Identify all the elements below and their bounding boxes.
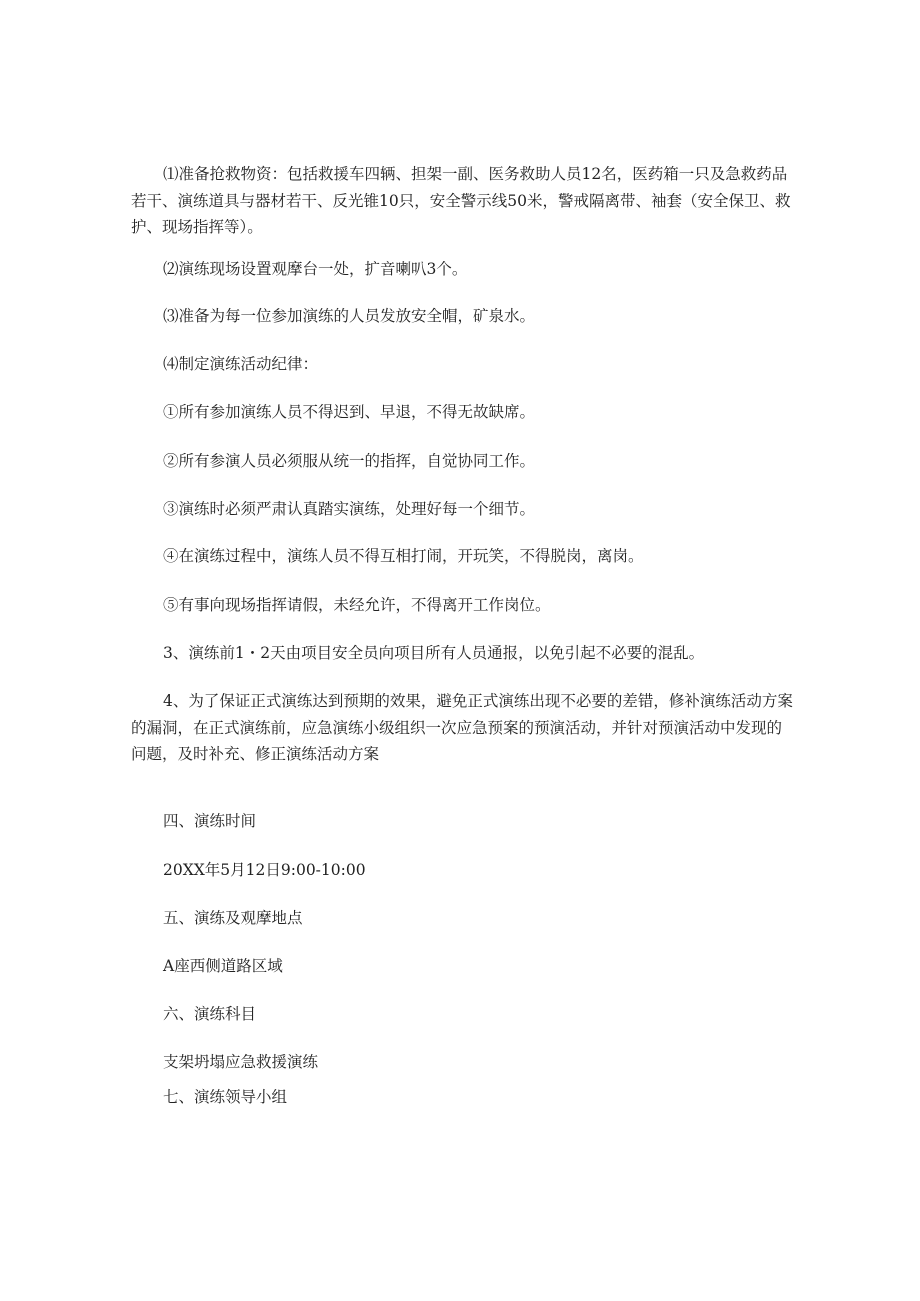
paragraph-rule-5: ⑤有事向现场指挥请假，未经允许，不得离开工作岗位。 (163, 596, 551, 614)
paragraph-rule-3: ③演练时必须严肃认真踏实演练，处理好每一个细节。 (163, 500, 536, 518)
paragraph-observation-stand: ⑵演练现场设置观摩台一处，扩音喇叭3个。 (163, 260, 468, 278)
paragraph-subject-value: 支架坍塌应急救援演练 (163, 1053, 319, 1071)
paragraph-location-value: A座西侧道路区域 (163, 957, 283, 975)
paragraph-rule-1: ①所有参加演练人员不得迟到、早退，不得无故缺席。 (163, 403, 536, 421)
paragraph-safety-helmets: ⑶准备为每一位参加演练的人员发放安全帽，矿泉水。 (163, 307, 536, 325)
heading-drill-location: 五、演练及观摩地点 (163, 909, 303, 927)
paragraph-rule-4: ④在演练过程中，演练人员不得互相打闹，开玩笑，不得脱岗，离岗。 (163, 547, 644, 565)
heading-drill-subject: 六、演练科目 (163, 1005, 257, 1023)
paragraph-rule-2: ②所有参演人员必须服从统一的指挥，自觉协同工作。 (163, 452, 536, 470)
paragraph-item-4-rehearsal: 4、为了保证正式演练达到预期的效果，避免正式演练出现不必要的差错，修补演练活动方案的漏洞，在正式演练前，应急演练小级组织一次应急预案的预演活动，并针对预演活动中发现的问题，及时补充、修正演练活动方案 (131, 692, 793, 763)
paragraph-prepare-supplies: ⑴准备抢救物资：包括救援车四辆、担架一副、医务救助人员12名，医药箱一只及急救药品若干、演练道具与器材若干、反光锥10只，安全警示线50米，警戒隔离带、袖套（安全保卫、救护、现场指挥等）。 (131, 165, 791, 236)
paragraph-item-3-notice: 3、演练前1・2天由项目安全员向项目所有人员通报，以免引起不必要的混乱。 (163, 644, 705, 662)
heading-leadership-group: 七、演练领导小组 (163, 1088, 288, 1106)
heading-drill-time: 四、演练时间 (163, 812, 257, 830)
paragraph-discipline-heading: ⑷制定演练活动纪律： (163, 355, 319, 373)
paragraph-drill-date: 20XX年5月12日9:00-10:00 (163, 861, 366, 879)
